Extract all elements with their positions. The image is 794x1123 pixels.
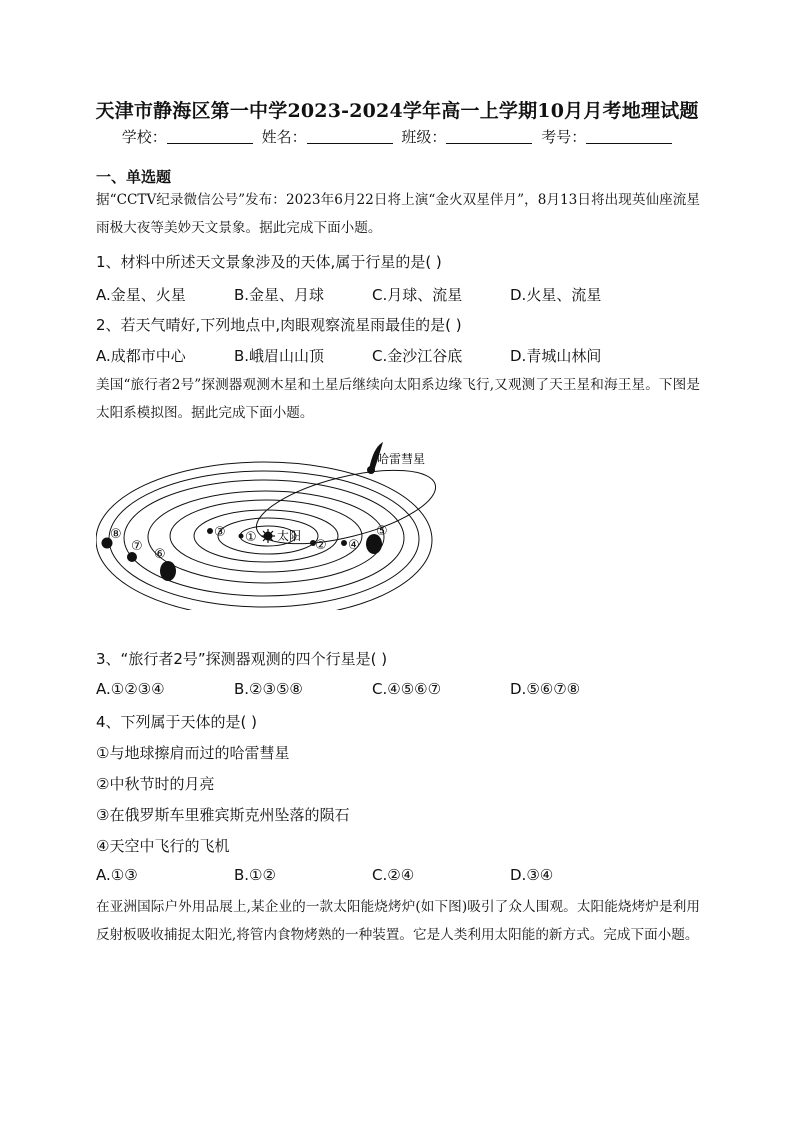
question-1-stem: 1、材料中所述天文景象涉及的天体,属于行星的是( ) — [96, 253, 442, 271]
planet-label-5: ⑤ — [376, 524, 388, 539]
class-label: 班级： — [401, 128, 447, 146]
question-2-stem: 2、若天气晴好,下列地点中,肉眼观察流星雨最佳的是( ) — [96, 316, 462, 334]
planet-6 — [160, 561, 176, 581]
q2-option-c[interactable]: C.金沙江谷底 — [372, 347, 463, 365]
question-3-stem: 3、“旅行者2号”探测器观测的四个行星是( ) — [96, 650, 388, 668]
planet-4 — [341, 540, 347, 546]
planet-label-8: ⑧ — [110, 527, 122, 542]
q1-option-b[interactable]: B.金星、月球 — [234, 286, 325, 304]
planet-label-7: ⑦ — [131, 539, 143, 554]
q1-option-c[interactable]: C.月球、流星 — [372, 286, 463, 304]
q2-option-b[interactable]: B.峨眉山山顶 — [234, 347, 325, 365]
q4-option-a[interactable]: A.①③ — [96, 866, 138, 884]
passage-1: 据“CCTV纪录微信公号”发布：2023年6月22日将上演“金火双星伴月”，8月13日将出现英仙座流星雨极大夜等美妙天文景象。据此完成下面小题。 — [96, 192, 700, 236]
name-blank — [307, 129, 393, 144]
planet-1 — [239, 534, 244, 539]
planet-label-6: ⑥ — [154, 547, 166, 562]
school-label: 学校： — [121, 128, 167, 146]
planet-label-3: ③ — [214, 525, 226, 540]
passage-2: 美国“旅行者2号”探测器观测木星和土星后继续向太阳系边缘飞行,又观测了天王星和海王星。下图是太阳系模拟图。据此完成下面小题。 — [96, 377, 700, 421]
q1-option-d[interactable]: D.火星、流星 — [510, 286, 602, 304]
planet-label-4: ④ — [348, 538, 360, 553]
name-label: 姓名： — [261, 128, 307, 146]
q4-option-b[interactable]: B.①② — [234, 866, 276, 884]
q3-option-a[interactable]: A.①②③④ — [96, 680, 165, 698]
section-title: 一、单选题 — [96, 168, 172, 186]
q3-option-c[interactable]: C.④⑤⑥⑦ — [372, 680, 442, 698]
q1-option-a[interactable]: A.金星、火星 — [96, 286, 186, 304]
question-4-stem: 4、下列属于天体的是( ) — [96, 713, 258, 731]
exam-number-blank — [586, 129, 672, 144]
q4-option-c[interactable]: C.②④ — [372, 866, 415, 884]
q2-option-d[interactable]: D.青城山林间 — [510, 347, 602, 365]
q3-option-b[interactable]: B.②③⑤⑧ — [234, 680, 303, 698]
exam-title: 天津市静海区第一中学2023-2024学年高一上学期10月月考地理试题 — [95, 100, 699, 122]
sun — [261, 529, 275, 543]
q4-item-2: ②中秋节时的月亮 — [96, 775, 215, 793]
q2-option-a[interactable]: A.成都市中心 — [96, 347, 186, 365]
q4-option-d[interactable]: D.③④ — [510, 866, 554, 884]
exam-number-label: 考号： — [541, 128, 587, 146]
passage-3: 在亚洲国际户外用品展上,某企业的一款太阳能烧烤炉(如下图)吸引了众人围观。太阳能烧烤炉是利用反射板吸收捕捉太阳光,将管内食物烤熟的一种装置。它是人类利用太阳能的新方式。完成下面小题。 — [96, 899, 700, 943]
planet-label-2: ② — [315, 538, 327, 553]
q3-option-d[interactable]: D.⑤⑥⑦⑧ — [510, 680, 581, 698]
solar-system-diagram — [96, 440, 436, 610]
comet-label: 哈雷彗星 — [377, 452, 426, 466]
class-blank — [446, 129, 532, 144]
sun-label: 太阳 — [277, 529, 302, 543]
student-info-line — [0, 126, 794, 147]
q4-item-1: ①与地球擦肩而过的哈雷彗星 — [96, 744, 290, 762]
planet-label-1: ① — [245, 530, 257, 545]
planet-3 — [207, 528, 213, 534]
school-blank — [167, 129, 253, 144]
q4-item-3: ③在俄罗斯车里雅宾斯克州坠落的陨石 — [96, 806, 350, 824]
q4-item-4: ④天空中飞行的飞机 — [96, 837, 230, 855]
